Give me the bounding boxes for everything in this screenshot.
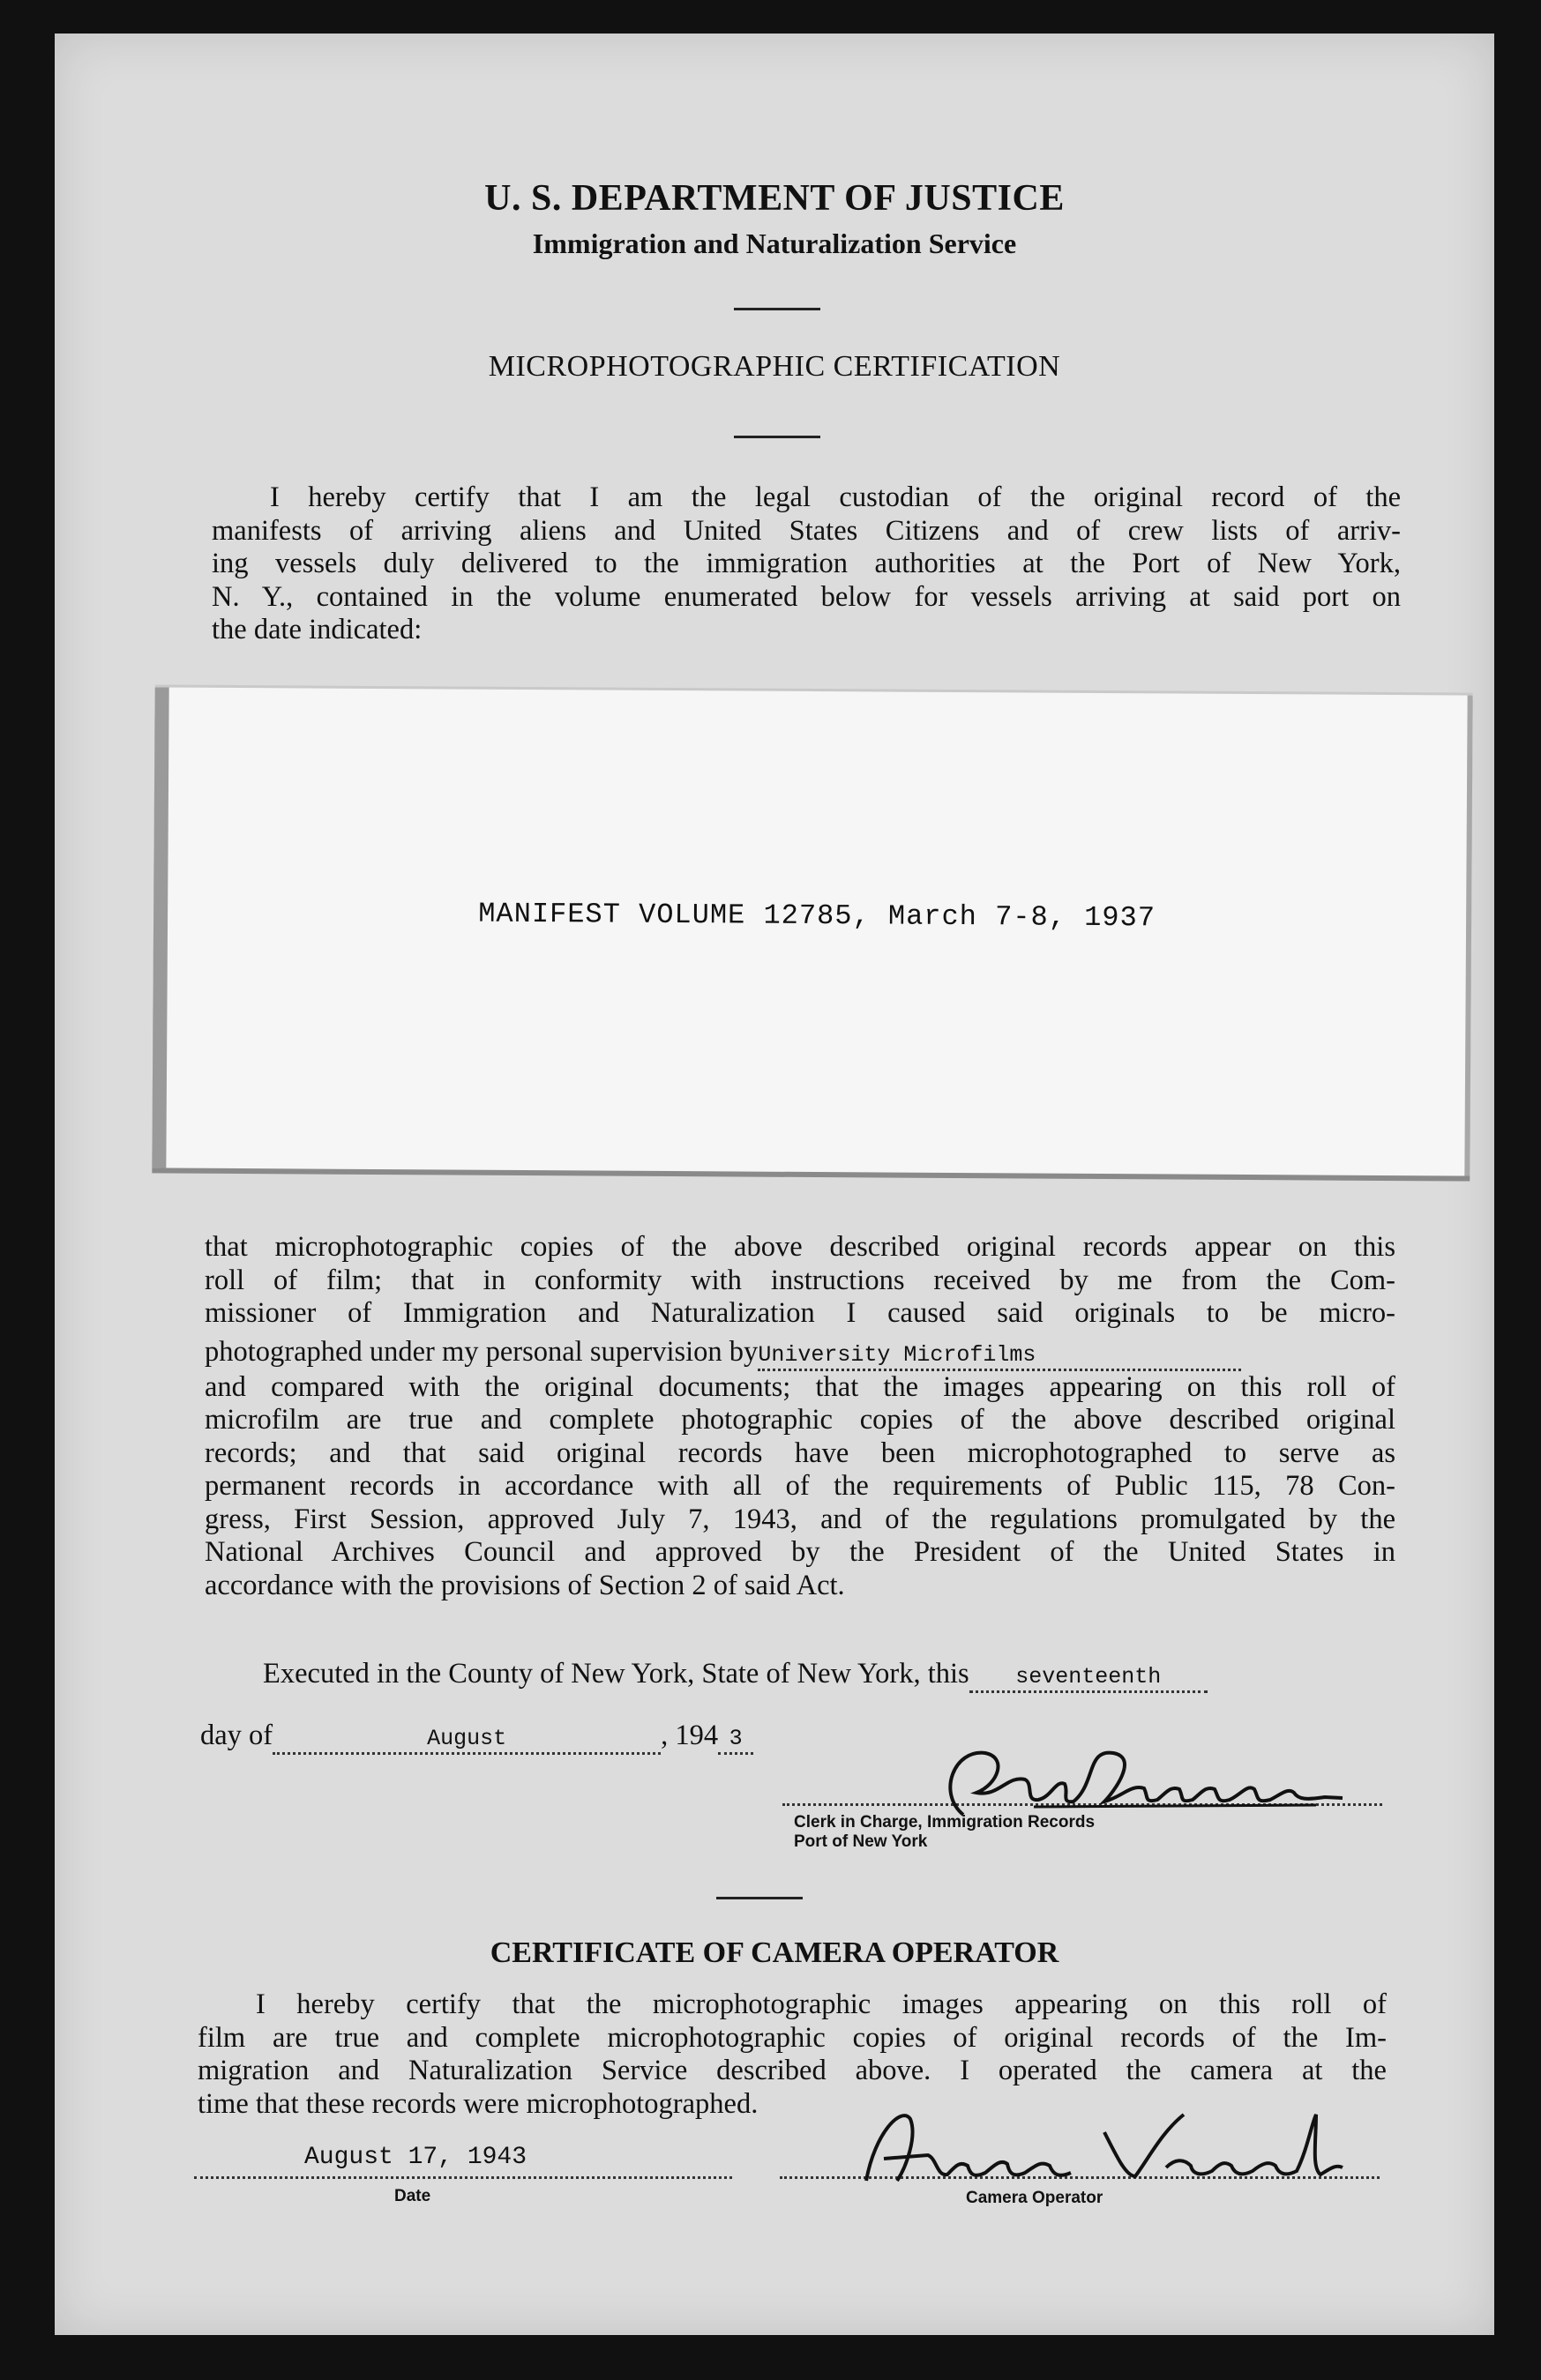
date-label: Date bbox=[394, 2187, 431, 2205]
execution-prefix: Executed in the County of New York, State of New York, this bbox=[263, 1658, 969, 1690]
clerk-title bbox=[794, 1813, 1095, 1852]
intro-line: the date indicated: bbox=[212, 614, 423, 645]
divider bbox=[734, 436, 820, 438]
supervision-fill bbox=[758, 1339, 1241, 1371]
manifest-volume-text: MANIFEST VOLUME 12785, March 7-8, 1937 bbox=[478, 897, 1156, 935]
body-line: microfilm are true and complete photographic copies of the above described original bbox=[205, 1404, 1395, 1436]
certificate-page bbox=[55, 34, 1494, 2335]
execution-day: seventeenth bbox=[1015, 1664, 1162, 1690]
body-line: accordance with the provisions of Section 2 of said Act. bbox=[205, 1569, 845, 1601]
divider bbox=[716, 1897, 803, 1899]
year-fill bbox=[718, 1722, 753, 1755]
divider bbox=[734, 308, 820, 310]
camera-line: migration and Naturalization Service described above. I operated the camera at the bbox=[198, 2055, 1387, 2086]
body-line: records; and that said original records have been microphotographed to serve as bbox=[205, 1436, 1395, 1469]
camera-line: time that these records were microphotographed. bbox=[198, 2087, 759, 2120]
intro-paragraph bbox=[212, 481, 1401, 647]
supervision-prefix: photographed under my personal supervision by bbox=[205, 1335, 759, 1368]
execution-month-fill bbox=[273, 1722, 661, 1755]
supervisor-name: University Microfilms bbox=[758, 1341, 1036, 1368]
operator-signature bbox=[813, 2097, 1360, 2194]
supervision-line bbox=[205, 1336, 1395, 1371]
service-subtitle: Immigration and Naturalization Service bbox=[532, 228, 1017, 259]
camera-line: I hereby certify that the microphotographic images appearing on this roll of bbox=[256, 1988, 1387, 2020]
body-line: National Archives Council and approved by the President of the United States in bbox=[205, 1536, 1395, 1568]
operator-date: August 17, 1943 bbox=[304, 2144, 527, 2171]
intro-line: ing vessels duly delivered to the immigration authorities at the Port of New York, bbox=[212, 548, 1401, 579]
volume-slip bbox=[152, 687, 1472, 1175]
body-line: permanent records in accordance with all of the requirements of Public 115, 78 Con- bbox=[205, 1470, 1395, 1502]
intro-line: I hereby certify that I am the legal custodian of the original record of the bbox=[270, 481, 1401, 513]
body-paragraph bbox=[205, 1231, 1395, 1602]
clerk-title-line2: Port of New York bbox=[794, 1832, 928, 1851]
intro-line: N. Y., contained in the volume enumerated below for vessels arriving at said port on bbox=[212, 580, 1401, 613]
execution-month: August bbox=[427, 1726, 507, 1751]
camera-operator-heading: CERTIFICATE OF CAMERA OPERATOR bbox=[490, 1936, 1059, 1969]
year-digit: 3 bbox=[729, 1726, 743, 1751]
execution-day-fill bbox=[969, 1660, 1208, 1693]
body-line: that microphotographic copies of the above described original records appear on this bbox=[205, 1231, 1395, 1263]
body-line: roll of film; that in conformity with instructions received by me from the Com- bbox=[205, 1264, 1395, 1296]
date-line bbox=[194, 2176, 732, 2179]
body-line: and compared with the original documents; that the images appearing on this roll of bbox=[205, 1370, 1395, 1403]
body-line: missioner of Immigration and Naturalization I caused said originals to be micro- bbox=[205, 1297, 1395, 1329]
year-prefix: , 194 bbox=[661, 1720, 719, 1751]
certification-heading: MICROPHOTOGRAPHIC CERTIFICATION bbox=[488, 350, 1061, 383]
day-of-label: day of bbox=[200, 1720, 273, 1751]
intro-line: manifests of arriving aliens and United States Citizens and of crew lists of arriv- bbox=[212, 514, 1401, 547]
department-title: U. S. DEPARTMENT OF JUSTICE bbox=[484, 178, 1065, 219]
camera-line: film are true and complete microphotographic copies of original records of the Im- bbox=[198, 2021, 1387, 2054]
execution-line bbox=[205, 1656, 1404, 1693]
body-line: gress, First Session, approved July 7, 1943, and of the regulations promulgated by the bbox=[205, 1503, 1395, 1535]
clerk-title-line1: Clerk in Charge, Immigration Records bbox=[794, 1813, 1096, 1832]
camera-operator-label: Camera Operator bbox=[966, 2189, 1103, 2207]
